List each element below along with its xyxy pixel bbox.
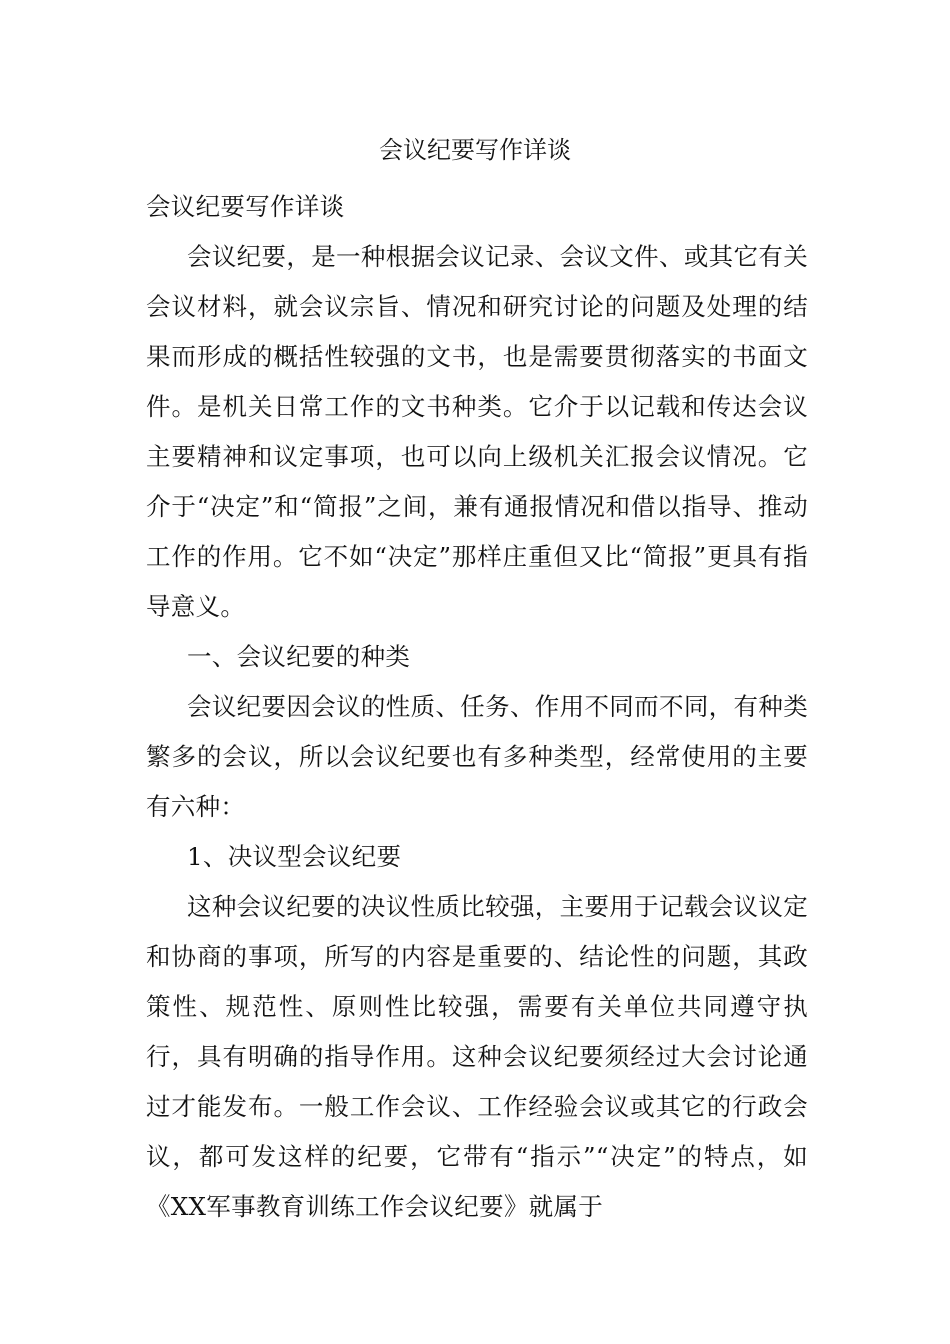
paragraph-definition: 会议纪要，是一种根据会议记录、会议文件、或其它有关会议材料，就会议宗旨、情况和研究讨论的问题及处理的结果而形成的概括性较强的文书，也是需要贯彻落实的书面文件。是机关日常工作的文书种类。它介于以记载和传达会议主要精神和议定事项，也可以向上级机关汇报会议情况。它介于“决定”和“简报”之间，兼有通报情况和借以指导、推动工作的作用。它不如“决定”那样庄重但又比“简报”更具有指导意义。 (146, 242, 808, 621)
paragraph-resolution-type: 这种会议纪要的决议性质比较强，主要用于记载会议议定和协商的事项，所写的内容是重要的、结论性的问题，其政策性、规范性、原则性比较强，需要有关单位共同遵守执行，具有明确的指导作用。这种会议纪要须经过大会讨论通过才能发布。一般工作会议、工作经验会议或其它的行政会议，都可发这样的纪要，它带有“指示”“决定”的特点，如《XX军事教育训练工作会议纪要》就属于 (146, 892, 808, 1221)
paragraph-subtitle: 会议纪要写作详谈 (146, 192, 345, 221)
paragraph-types-intro: 会议纪要因会议的性质、任务、作用不同而不同，有种类繁多的会议，所以会议纪要也有多种类型，经常使用的主要有六种： (146, 692, 808, 821)
section-heading-types: 一、会议纪要的种类 (187, 642, 411, 671)
subheading-resolution-type: 1、决议型会议纪要 (187, 842, 402, 871)
document-body (146, 182, 808, 1232)
document-title: 会议纪要写作详谈 (379, 136, 571, 164)
